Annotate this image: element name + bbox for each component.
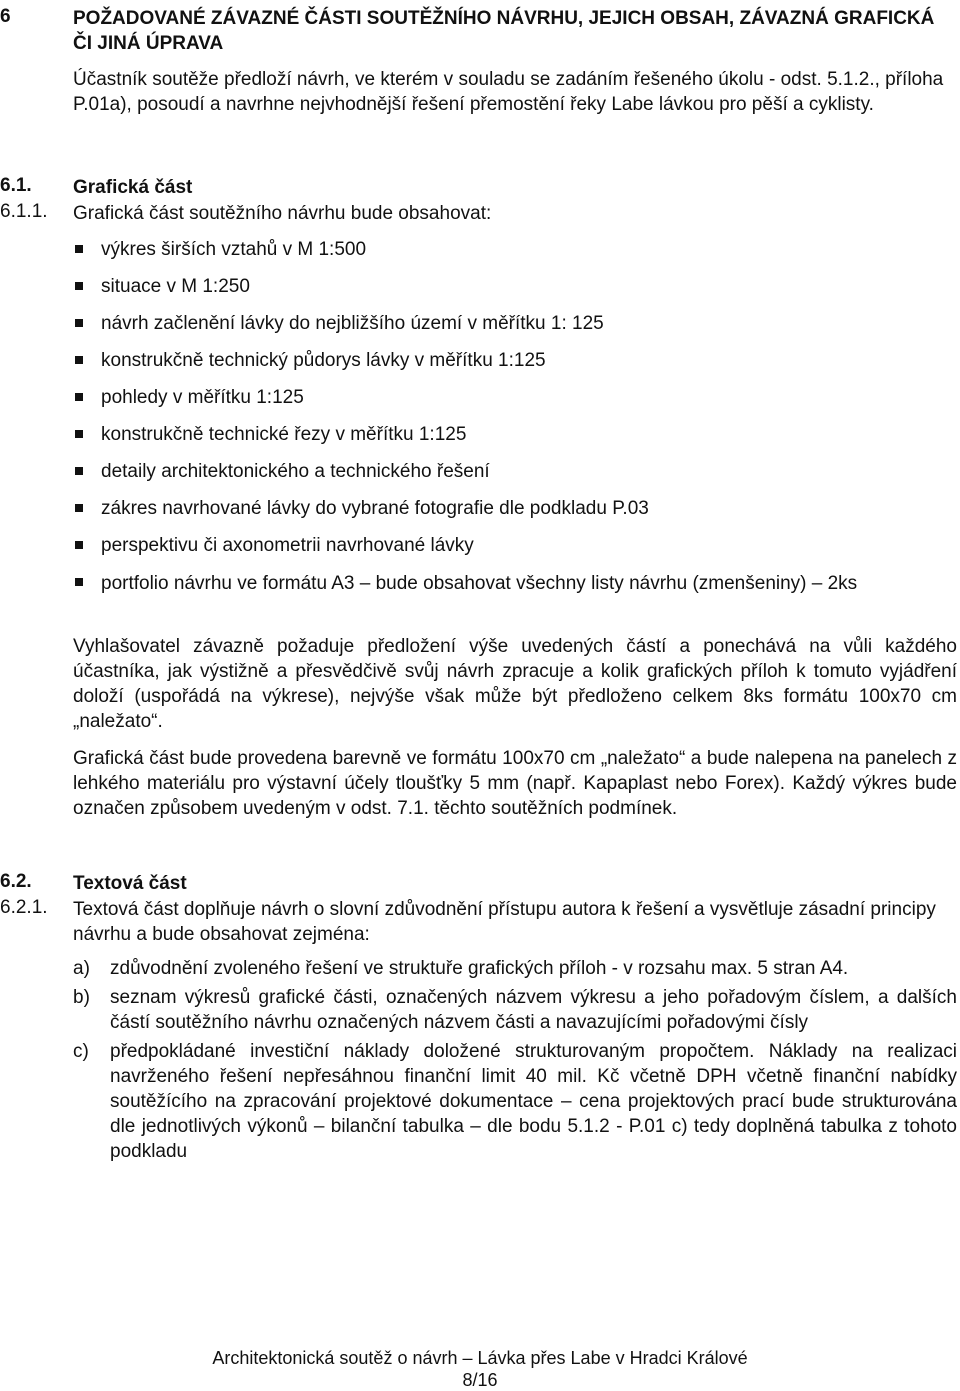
page-number: 8/16 — [462, 1370, 498, 1390]
list-item-text: portfolio návrhu ve formátu A3 – bude obsahovat všechny listy návrhu (zmenšeniny) – 2ks — [101, 573, 858, 594]
bullet-square-icon — [75, 541, 83, 549]
list-item-text: konstrukčně technické řezy v měřítku 1:125 — [101, 424, 467, 445]
list-item — [73, 312, 957, 336]
list-item — [73, 423, 957, 447]
subsection-title: Textová část — [73, 873, 187, 894]
list-item — [73, 571, 957, 596]
list-item-text: návrh začlenění lávky do nejbližšího území v měřítku 1: 125 — [101, 313, 604, 334]
intro-paragraph: Účastník soutěže předloží návrh, ve kterém v souladu se zadáním řešeného úkolu - odst. 5.1.2., příloha P.01a), posoudí a navrhne nejvhodnější řešení přemostění řeky Labe lávkou pro pěší a cyklisty. — [73, 69, 944, 115]
list-item-text: seznam výkresů grafické části, označených názvem výkresu a jeho pořadovým číslem, a dalších částí soutěžního návrhu označených názvem části a navazujícími pořadovými čísly — [110, 987, 957, 1033]
list-item — [73, 275, 957, 299]
subsection-number: 6.1. — [0, 175, 32, 196]
list-item-text: situace v M 1:250 — [101, 276, 250, 297]
bullet-square-icon — [75, 467, 83, 475]
requirements-paragraph: Vyhlašovatel závazně požaduje předložení výše uvedených částí a ponechává na vůli každého účastníka, jak výstižně a přesvědčivě svůj návrh zpracuje a kolik grafických příloh k tomuto vyjádření doloží (uspořádá na výkrese), nejvýše však může být předloženo celkem 8ks formátu 100x70 cm „naležato“. — [73, 636, 957, 732]
list-item — [73, 460, 957, 484]
list-item-text: výkres širších vztahů v M 1:500 — [101, 239, 367, 260]
bullet-square-icon — [75, 356, 83, 364]
subsection-number: 6.2. — [0, 871, 32, 892]
list-item-text: pohledy v měřítku 1:125 — [101, 387, 304, 408]
bullet-square-icon — [75, 245, 83, 253]
list-item — [73, 985, 957, 1035]
list-item-text: perspektivu či axonometrii navrhované lávky — [101, 535, 474, 556]
clause-number: 6.2.1. — [0, 897, 48, 918]
bullet-square-icon — [75, 393, 83, 401]
list-item — [73, 238, 957, 262]
list-item-text: předpokládané investiční náklady doložené strukturovaným propočtem. Náklady na realizaci navrženého řešení nepřesáhnou finanční limit 40 mil. Kč včetně DPH včetně finanční nabídky soutěžícího na zpracování projektové dokumentace – cena projektových prací bude strukturována dle jednotlivých výkonů – bilanční tabulka – dle bodu 5.1.2 - P.01 c) tedy doplněná tabulka z tohoto podkladu — [110, 1041, 957, 1162]
list-item-text: konstrukčně technický půdorys lávky v měřítku 1:125 — [101, 350, 546, 371]
bullet-square-icon — [75, 319, 83, 327]
text-requirements-list — [73, 956, 957, 1168]
list-item — [73, 497, 957, 521]
list-item — [73, 1039, 957, 1164]
list-marker: a) — [73, 958, 90, 979]
section-number: 6 — [0, 6, 11, 27]
list-item — [73, 349, 957, 373]
list-marker: c) — [73, 1041, 89, 1062]
list-item-text: zdůvodnění zvoleného řešení ve struktuře grafických příloh - v rozsahu max. 5 stran A4. — [110, 958, 849, 979]
bullet-square-icon — [75, 504, 83, 512]
list-item — [73, 956, 957, 981]
bullet-square-icon — [75, 578, 83, 586]
subsection-title: Grafická část — [73, 177, 193, 198]
section-title: POŽADOVANÉ ZÁVAZNÉ ČÁSTI SOUTĚŽNÍHO NÁVRHU, JEJICH OBSAH, ZÁVAZNÁ GRAFICKÁ ČI JINÁ ÚPRAVA — [73, 8, 935, 54]
clause-text: Grafická část soutěžního návrhu bude obsahovat: — [73, 203, 492, 224]
bullet-square-icon — [75, 282, 83, 290]
list-item-text: zákres navrhované lávky do vybrané fotografie dle podkladu P.03 — [101, 498, 649, 519]
clause-text: Textová část doplňuje návrh o slovní zdůvodnění přístupu autora k řešení a vysvětluje zásadní principy návrhu a bude obsahovat zejména: — [73, 899, 936, 945]
list-item — [73, 386, 957, 410]
list-marker: b) — [73, 987, 90, 1008]
bullet-square-icon — [75, 430, 83, 438]
clause-number: 6.1.1. — [0, 201, 48, 222]
footer-title: Architektonická soutěž o návrh – Lávka přes Labe v Hradci Králové — [212, 1348, 748, 1368]
list-item — [73, 534, 957, 558]
format-paragraph: Grafická část bude provedena barevně ve formátu 100x70 cm „naležato“ a bude nalepena na panelech z lehkého materiálu pro výstavní účely tloušťky 5 mm (např. Kapaplast nebo Forex). Každý výkres bude označen způsobem uvedeným v odst. 7.1. těchto soutěžních podmínek. — [73, 748, 957, 819]
list-item-text: detaily architektonického a technického řešení — [101, 461, 490, 482]
graphics-requirements-list — [73, 238, 957, 596]
